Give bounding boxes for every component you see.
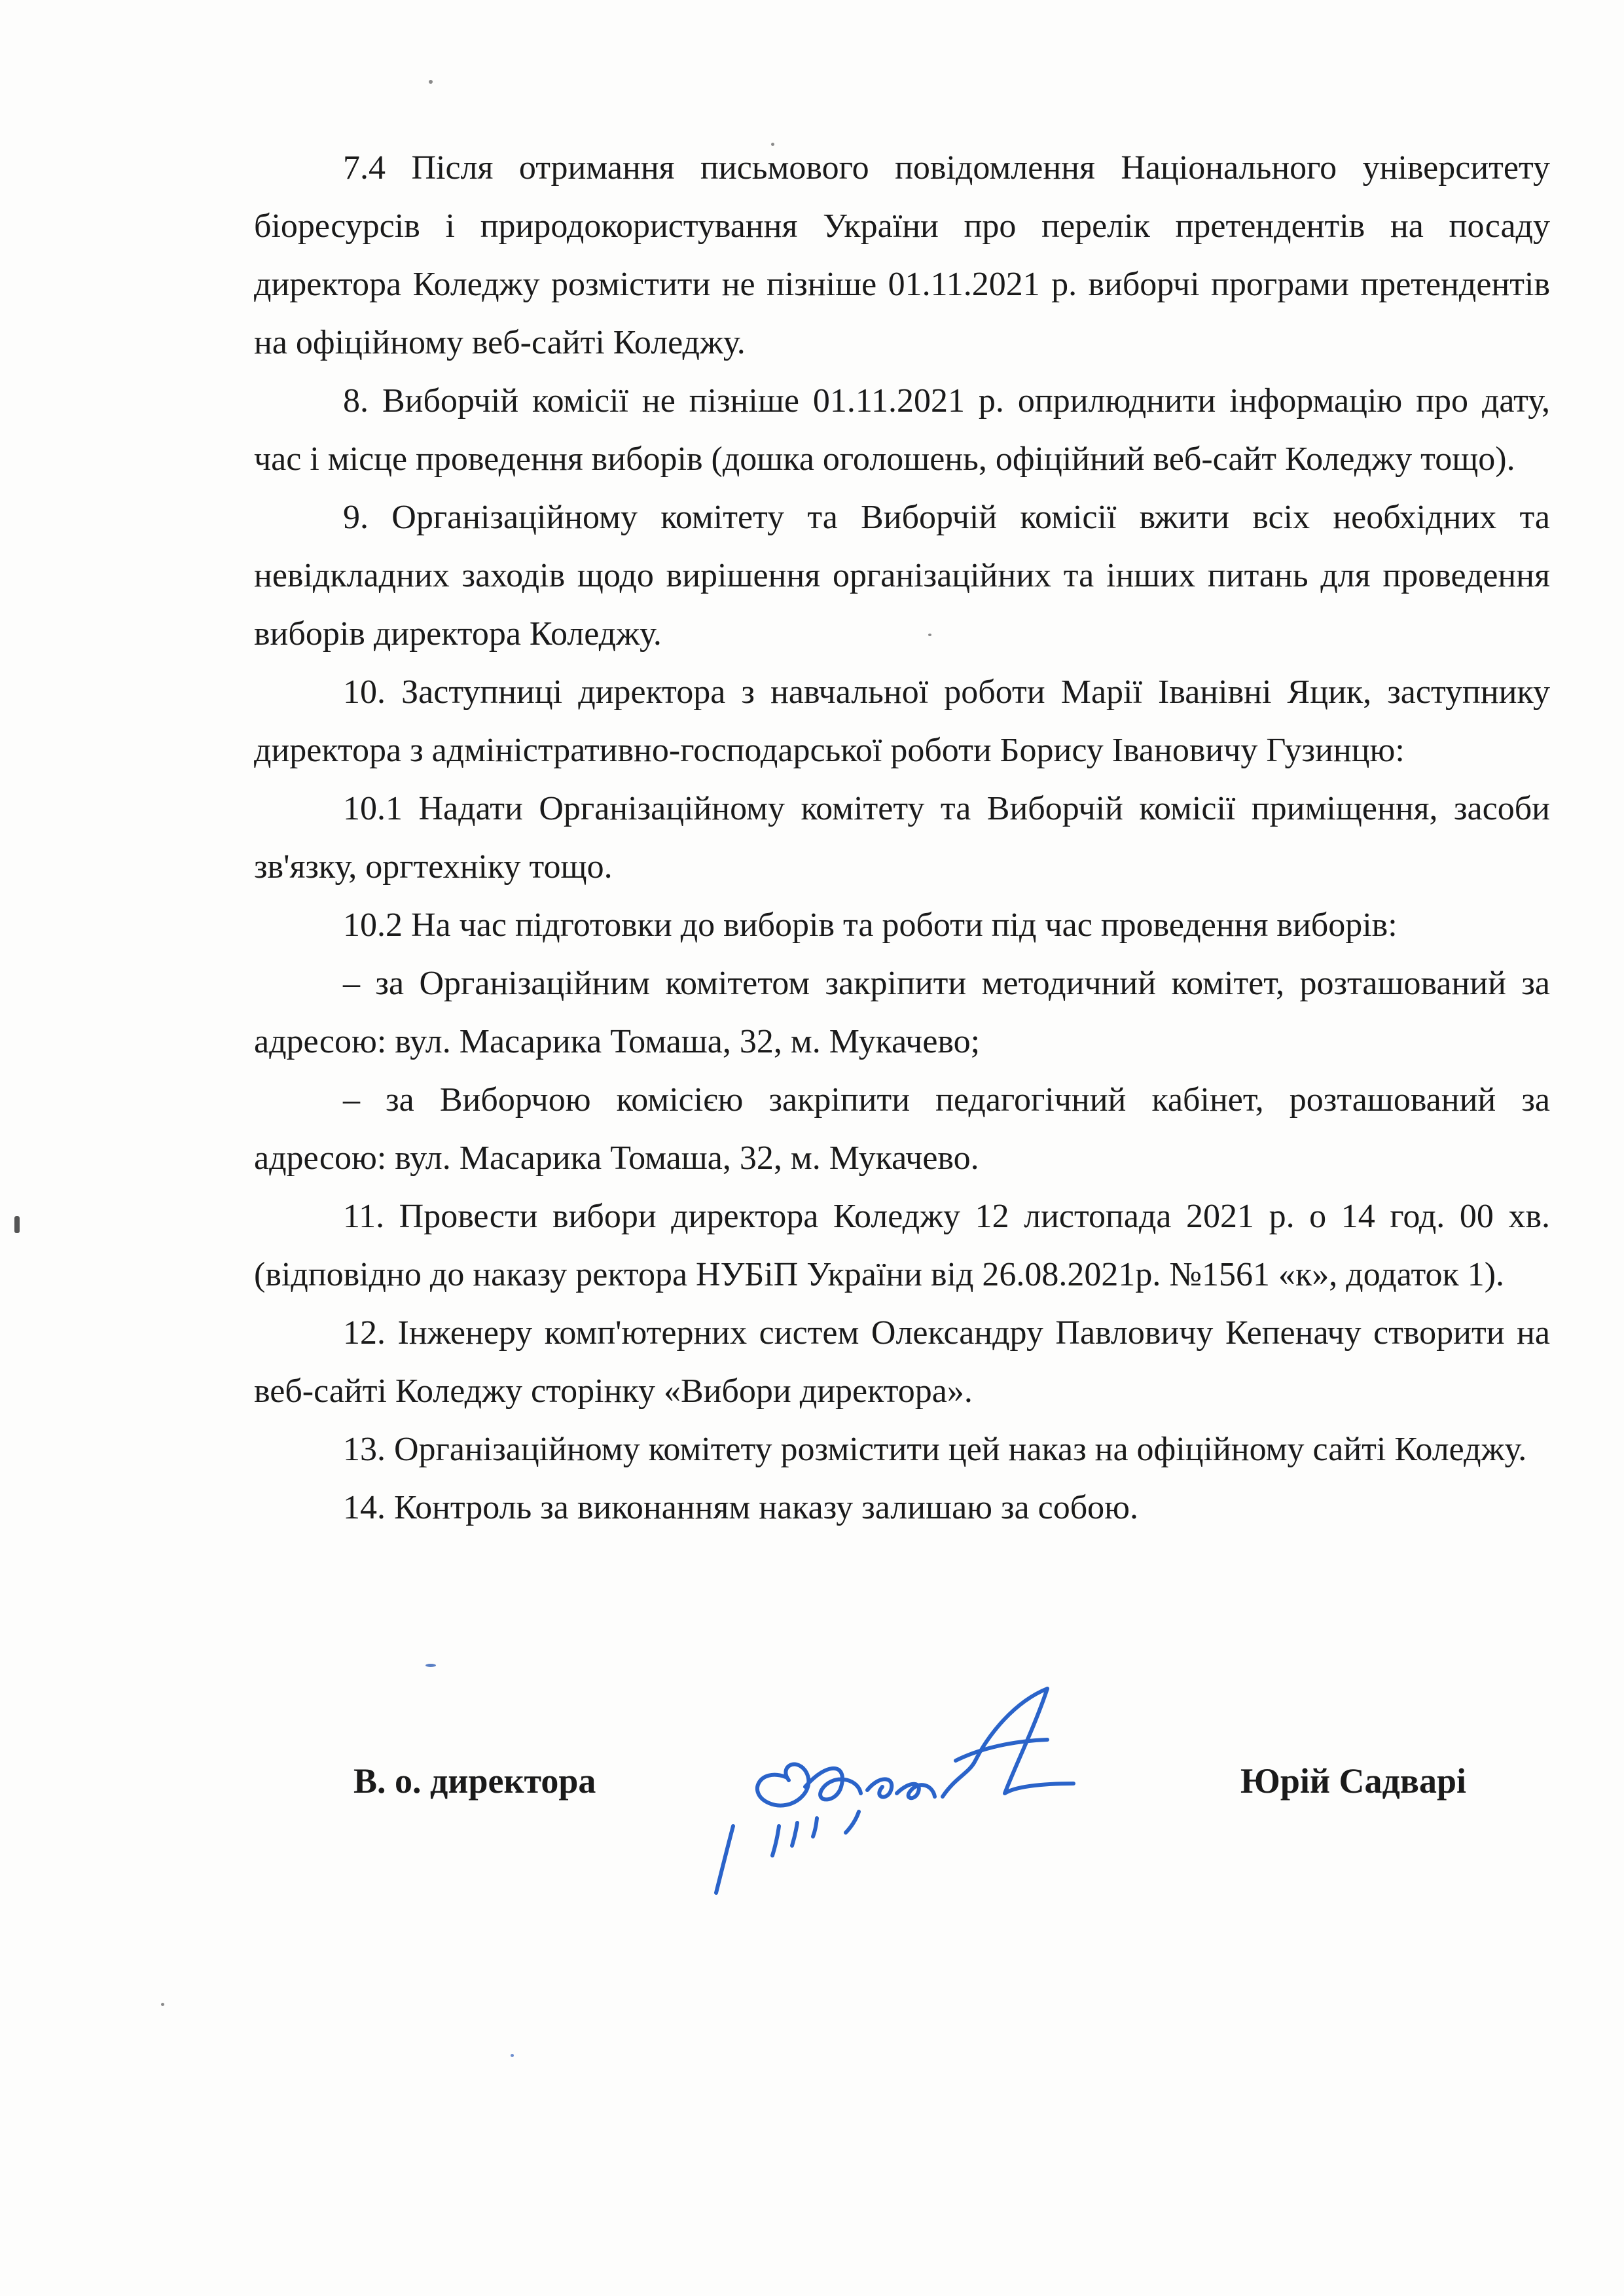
paragraph-12: 12. Інженеру комп'ютерних систем Олександру Павловичу Кепеначу створити на веб-сайті Коледжу сторінку «Вибори директора». — [254, 1314, 1550, 1410]
paragraph-8: 8. Виборчій комісії не пізніше 01.11.2021 р. оприлюднити інформацію про дату, час і місце проведення виборів (дошка оголошень, офіційний веб-сайт Коледжу тощо). — [254, 382, 1550, 478]
scan-speck — [771, 143, 774, 146]
document-body — [254, 139, 1550, 1537]
handwritten-signature — [707, 1662, 1178, 1937]
paragraph-7-4: 7.4 Після отримання письмового повідомлення Національного університету біоресурсів і природокористування України про перелік претендентів на посаду директора Коледжу розмістити не пізніше 01.11.2021 р. виборчі програми претендентів на офіційному веб-сайті Коледжу. — [254, 149, 1550, 361]
scan-speck — [161, 2003, 164, 2006]
paragraph-11: 11. Провести вибори директора Коледжу 12 листопада 2021 р. о 14 год. 00 хв. (відповідно до наказу ректора НУБіП України від 26.08.2021р. №1561 «к», додаток 1). — [254, 1198, 1550, 1293]
paragraph-10-1: 10.1 Надати Організаційному комітету та Виборчій комісії приміщення, засоби зв'язку, оргтехніку тощо. — [254, 790, 1550, 886]
paragraph-13: 13. Організаційному комітету розмістити цей наказ на офіційному сайті Коледжу. — [343, 1431, 1527, 1468]
paragraph-10-2-item-b: – за Виборчою комісією закріпити педагогічний кабінет, розташований за адресою: вул. Масарика Томаша, 32, м. Мукачево. — [254, 1081, 1550, 1177]
paragraph-9: 9. Організаційному комітету та Виборчій комісії вжити всіх необхідних та невідкладних заходів щодо вирішення організаційних та інших питань для проведення виборів директора Коледжу. — [254, 499, 1550, 653]
paragraph-14: 14. Контроль за виконанням наказу залишаю за собою. — [343, 1489, 1139, 1526]
scan-speck — [511, 2054, 514, 2057]
scan-speck — [928, 634, 931, 636]
paragraph-10-2: 10.2 На час підготовки до виборів та роботи під час проведення виборів: — [343, 906, 1398, 944]
scan-speck — [429, 80, 433, 84]
signatory-title: В. о. директора — [353, 1761, 596, 1801]
scan-speck — [425, 1664, 436, 1667]
signatory-name: Юрій Садварі — [1240, 1761, 1466, 1801]
paragraph-10-2-item-a: – за Організаційним комітетом закріпити методичний комітет, розташований за адресою: вул. Масарика Томаша, 32, м. Мукачево; — [254, 965, 1550, 1060]
paragraph-10: 10. Заступниці директора з навчальної роботи Марії Іванівні Яцик, заступнику директора з адміністративно-господарської роботи Борису Івановичу Гузинцю: — [254, 673, 1550, 769]
scan-speck — [14, 1216, 20, 1233]
